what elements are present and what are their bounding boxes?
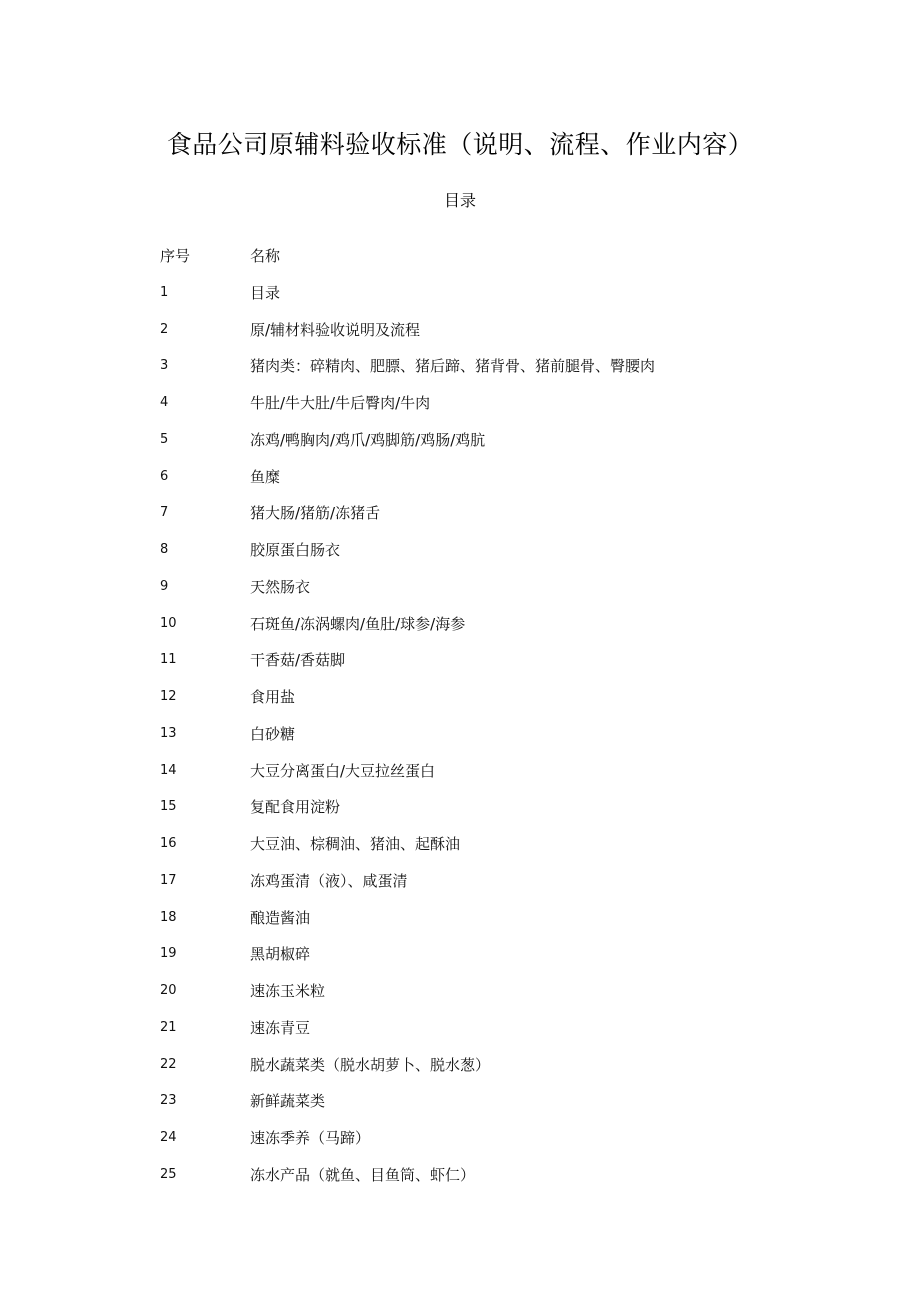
toc-row-number: 12 [160,689,177,704]
toc-row-name: 酿造酱油 [250,908,311,927]
toc-row-name: 速冻玉米粒 [250,982,326,1000]
toc-row [160,613,780,650]
toc-row-number: 2 [160,321,169,337]
toc-row-name: 新鲜蔬菜类 [250,1092,326,1111]
toc-row-name: 食用盐 [250,688,296,706]
toc-row [160,1054,780,1091]
toc-row [160,1017,780,1054]
toc-row-name: 白砂糖 [250,724,296,743]
toc-row [160,1090,780,1127]
toc-row-name: 黑胡椒碎 [250,945,311,964]
toc-row-number: 5 [160,431,169,447]
toc-row-name: 冻鸡蛋清（液）、咸蛋清 [250,871,408,890]
toc-row-number: 4 [160,395,169,410]
toc-heading: 目录 [443,191,476,210]
toc-header-row [160,245,780,282]
toc-row-number: 23 [160,1093,177,1109]
toc-row [160,980,780,1017]
toc-row [160,1164,780,1201]
toc-row [160,392,780,429]
toc-row-name: 复配食用淀粉 [250,798,341,817]
toc-row-name: 天然肠衣 [250,577,311,596]
toc-row-name: 冻水产品（就鱼、目鱼筒、虾仁） [250,1165,476,1184]
toc-row [160,649,780,686]
toc-row-name: 胶原蛋白肠衣 [250,541,341,559]
toc-row [160,723,780,760]
toc-row-number: 20 [160,983,177,998]
toc-row [160,943,780,980]
toc-row-name: 鱼糜 [250,467,281,486]
toc-row [160,870,780,907]
toc-row [160,429,780,466]
toc-row [160,760,780,797]
toc-row [160,796,780,833]
toc-row-name: 石斑鱼/冻涡螺肉/鱼肚/球参/海参 [250,614,466,633]
toc-row-number: 19 [160,946,177,962]
toc-row [160,833,780,870]
toc-row-number: 14 [160,762,177,778]
toc-row [160,539,780,576]
toc-row-name: 目录 [250,283,281,302]
toc-row-number: 10 [160,615,177,631]
toc-row-name: 脱水蔬菜类（脱水胡萝卜、脱水葱） [250,1055,491,1074]
toc-row [160,686,780,723]
toc-row-number: 21 [160,1019,177,1035]
toc-header-name: 名称 [250,247,281,265]
toc-row-number: 6 [160,468,169,484]
toc-row-number: 22 [160,1056,177,1072]
toc-row [160,1127,780,1164]
toc-row-number: 1 [160,284,169,300]
toc-row-number: 7 [160,505,169,521]
toc-row-name: 猪大肠/猪筋/冻猪舌 [250,504,381,523]
toc-row-number: 24 [160,1130,177,1145]
toc-row-number: 8 [160,542,169,557]
toc-row-name: 原/辅材料验收说明及流程 [250,320,421,339]
toc-row-number: 11 [160,652,177,668]
toc-row [160,907,780,944]
toc-row-name: 大豆油、棕稠油、猪油、起酥油 [250,835,461,853]
toc-row [160,576,780,613]
toc-row [160,319,780,356]
toc-row-name: 猪肉类：碎精肉、肥膘、猪后蹄、猪背骨、猪前腿骨、臀腰肉 [250,357,656,376]
toc-row [160,466,780,503]
toc-row [160,355,780,392]
toc-row-number: 3 [160,358,169,374]
toc-row-number: 9 [160,578,169,594]
toc-row-name: 干香菇/香菇脚 [250,651,346,670]
toc-row-name: 牛肚/牛大肚/牛后臀肉/牛肉 [250,394,431,412]
document-title: 食品公司原辅料验收标准（说明、流程、作业内容） [166,130,754,159]
toc-row-number: 17 [160,872,177,888]
toc-row-number: 25 [160,1166,177,1182]
toc-row-number: 18 [160,909,177,925]
toc-row-number: 16 [160,836,177,851]
toc-row-name: 速冻季养（马蹄） [250,1129,371,1147]
toc-row-number: 13 [160,725,177,741]
toc-rows [160,282,780,1201]
toc-row-name: 速冻青豆 [250,1018,311,1037]
toc-row-number: 15 [160,799,177,815]
toc-header-number: 序号 [160,247,191,265]
toc-table [160,245,780,1201]
toc-row [160,502,780,539]
toc-row-name: 冻鸡/鸭胸肉/鸡爪/鸡脚筋/鸡肠/鸡肮 [250,430,486,449]
toc-row [160,282,780,319]
toc-row-name: 大豆分离蛋白/大豆拉丝蛋白 [250,761,436,780]
